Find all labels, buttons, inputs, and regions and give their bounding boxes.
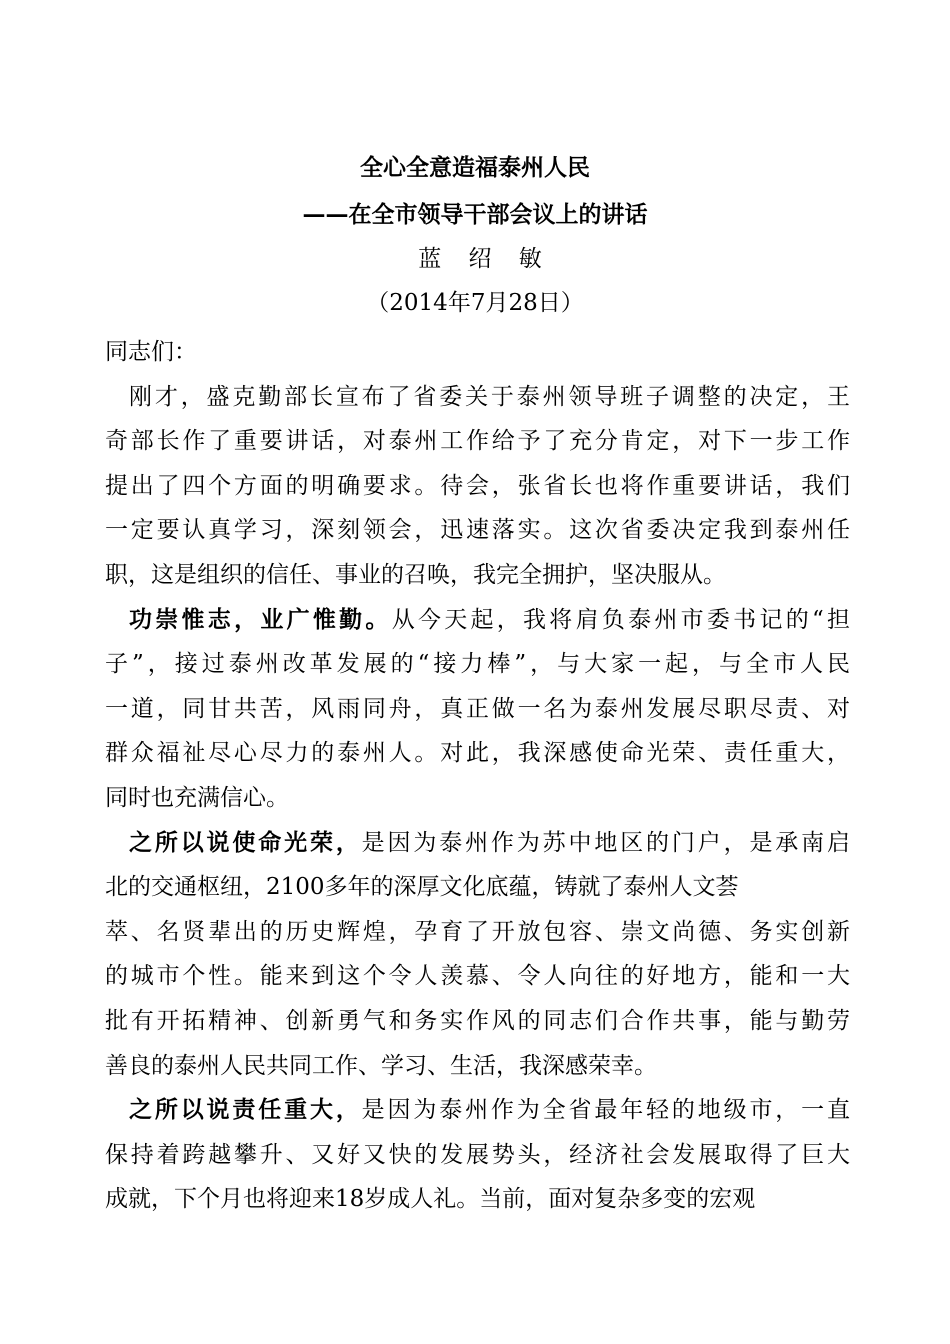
paragraph-line: 群众福祉尽心尽力的泰州人。对此，我深感使命光荣、责任重大， [105, 740, 850, 767]
paragraph-line: 的城市个性。能来到这个令人羡慕、令人向往的好地方，能和一大 [105, 963, 850, 990]
paragraph-line: 善良的泰州人民共同工作、学习、生活，我深感荣幸。 [105, 1052, 657, 1079]
paragraph-line: 一定要认真学习，深刻领会，迅速落实。这次省委决定我到泰州任 [105, 517, 850, 544]
paragraph-3 [105, 821, 850, 1089]
paragraph-line [105, 1088, 850, 1133]
paragraph-1 [105, 375, 850, 598]
document-date: （2014年7月28日） [366, 290, 584, 316]
paragraph-line: 保持着跨越攀升、又好又快的发展势头，经济社会发展取得了巨大 [105, 1141, 850, 1168]
paragraph-2 [105, 598, 850, 821]
paragraph-line: 刚才，盛克勤部长宣布了省委关于泰州领导班子调整的决定，王 [129, 383, 850, 410]
document-subtitle: ——在全市领导干部会议上的讲话 [302, 201, 648, 228]
paragraph-line: 提出了四个方面的明确要求。待会，张省长也将作重要讲话，我们 [105, 472, 850, 499]
bold-lead: 之所以说责任重大， [129, 1096, 362, 1124]
paragraph-text: 从今天起，我将肩负泰州市委书记的“担 [391, 606, 851, 633]
paragraph-line: 职，这是组织的信任、事业的召唤，我完全拥护，坚决服从。 [105, 561, 726, 588]
document-title: 全心全意造福泰州人民 [360, 154, 590, 181]
paragraph-line: 同时也充满信心。 [105, 784, 289, 811]
bold-lead: 功崇惟志，业广惟勤。 [129, 605, 392, 633]
paragraph-text: 是因为泰州作为全省最年轻的地级市，一直 [361, 1097, 851, 1124]
paragraph-line: 北的交通枢纽，2100多年的深厚文化底蕴，铸就了泰州人文荟 [105, 874, 739, 901]
paragraph-text: 是因为泰州作为苏中地区的门户，是承南启 [361, 829, 851, 856]
paragraph-line: 奇部长作了重要讲话，对泰州工作给予了充分肯定，对下一步工作 [105, 428, 850, 455]
paragraph-line: 成就，下个月也将迎来18岁成人礼。当前，面对复杂多变的宏观 [105, 1186, 756, 1213]
bold-lead: 之所以说使命光荣， [129, 828, 362, 856]
document-author: 蓝 绍 敏 [418, 246, 552, 272]
greeting: 同志们： [105, 339, 197, 365]
paragraph-line: 一道，同甘共苦，风雨同舟，真正做一名为泰州发展尽职尽责、对 [105, 695, 850, 722]
paragraph-line: 批有开拓精神、创新勇气和务实作风的同志们合作共事，能与勤劳 [105, 1007, 850, 1034]
document-body [105, 330, 850, 1222]
paragraph-line [105, 821, 850, 866]
paragraph-4 [105, 1088, 850, 1222]
paragraph-line: 子”，接过泰州改革发展的“接力棒”，与大家一起，与全市人民 [105, 651, 850, 678]
paragraph-line: 萃、名贤辈出的历史辉煌，孕育了开放包容、崇文尚德、务实创新 [105, 918, 850, 945]
paragraph-line [105, 598, 850, 643]
